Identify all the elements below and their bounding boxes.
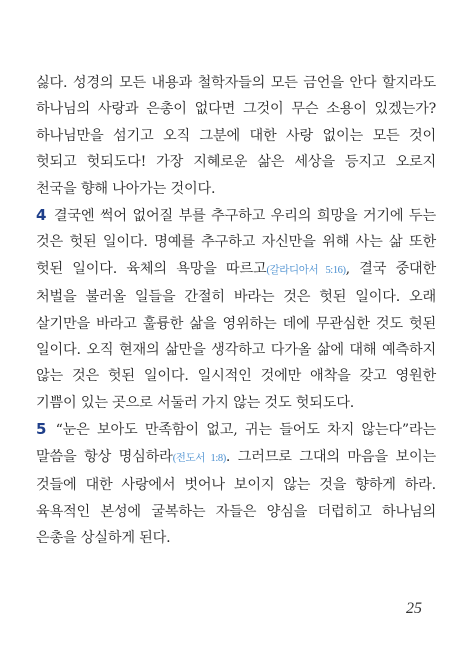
paragraph-4: [36, 202, 436, 416]
paragraph-5: [36, 416, 436, 551]
body-text: [36, 70, 436, 551]
paragraph-text: , 결국 중대한 처벌을 불러올 일들을 간절히 바라는 것은 헛된 일이다. 오래 살기만을 바라고 훌륭한 삶을 영위하는 데에 무관심한 것도 헛된 일이다. 오직 현재의 삶만을 생각하고 다가올 삶에 대해 예측하지 않는 것은 헛된 일이다. 일시적인 것에만 애착을 갖고 영원한 기쁨이 있는 곳으로 서둘러 가지 않는 것도 헛되도다.: [36, 260, 436, 411]
paragraph-text: “눈은 보아도 만족함이 없고, 귀는 들어도 차지 않는다”라는 말씀을 항상 명심하라: [36, 422, 436, 465]
paragraph-continued: [36, 70, 436, 202]
page-number: 25: [406, 600, 422, 617]
scripture-reference: (전도서 1:8): [172, 452, 226, 464]
paragraph-number: 4: [36, 206, 47, 225]
paragraph-text: . 그러므로 그대의 마음을 보이는 것들에 대한 사랑에서 벗어나 보이지 않는 것을 향하게 하라. 육욕적인 본성에 굴복하는 자들은 양심을 더럽히고 하나님의 은총을 상실하게 된다.: [36, 448, 437, 546]
paragraph-text: 결국엔 썩어 없어질 부를 추구하고 우리의 희망을 거기에 두는 것은 헛된 일이다. 명예를 추구하고 자신만을 위해 사는 삶 또한 헛된 일이다. 육체의 욕망을 따르고: [36, 208, 436, 277]
scripture-reference: (갈라디아서 5:16): [266, 264, 346, 276]
paragraph-text: 싫다. 성경의 모든 내용과 철학자들의 모든 금언을 안다 할지라도 하나님의 사랑과 은총이 없다면 그것이 무슨 소용이 있겠는가? 하나님만을 섬기고 오직 그분에 대한 사랑 없이는 모든 것이 헛되고 헛되도다! 가장 지혜로운 삶은 세상을 등지고 오로지 천국을 향해 나아가는 것이다.: [36, 75, 436, 197]
paragraph-number: 5: [36, 420, 47, 439]
